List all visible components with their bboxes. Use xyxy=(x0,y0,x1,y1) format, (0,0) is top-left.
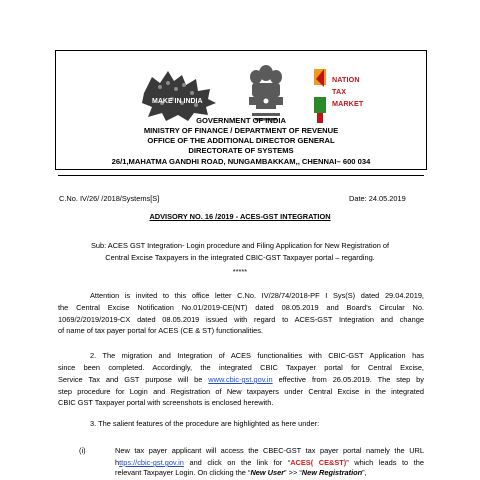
ntm-line-2: TAX xyxy=(332,87,347,96)
new-registration-label: New Registration xyxy=(301,468,363,477)
item-i-line-1: New tax payer applicant will access the CBEC-GST tax payer portal namely the URL xyxy=(115,446,424,455)
stars-separator: ***** xyxy=(232,267,248,276)
address-line: 26/1,MAHATMA GANDHI ROAD, NUNGAMBAKKAM,, CHENNAI– 600 034 xyxy=(111,157,371,166)
item-i-marker: (i) xyxy=(79,446,86,455)
heading-line-4: DIRECTORATE OF SYSTEMS xyxy=(188,146,294,155)
ntm-line-3: MARKET xyxy=(332,99,364,108)
subject-line-2: Central Excise Taxpayers in the integrated CBIC-GST Taxpayer portal – regarding. xyxy=(105,253,375,262)
cbic-gst-website-link[interactable]: www.cbic-gst.gov.in xyxy=(208,375,273,384)
item-i-line-3-text: relevant Taxpayer Login. On clicking the “ xyxy=(115,468,251,477)
para2-line-3 xyxy=(58,374,424,386)
para2-line-3-text: Service Tax and GST purpose will be xyxy=(58,375,209,384)
new-user-label: New User xyxy=(250,468,285,477)
subject-line-1: Sub: ACES GST Integration- Login procedure and Filing Application for New Registration of xyxy=(90,241,390,250)
para1-line-1: Attention is invited to this office letter C.No. IV/28/74/2018-PF I Sys(S) dated 29.04.2019, xyxy=(90,291,424,300)
reference-number: C.No. IV/26/ /2018/Systems[S] xyxy=(59,194,160,203)
cbic-gst-url-link[interactable]: ttps://cbic-gst.gov.in xyxy=(119,458,184,467)
item-i-line-2 xyxy=(115,457,424,469)
para2-line-2: since been completed. Accordingly, the integrated CBIC Taxpayer portal for Central Excise, xyxy=(58,363,424,372)
para2-line-5: CBIC GST Taxpayer portal with screenshots is enclosed herewith. xyxy=(58,398,274,407)
item-i-line-3 xyxy=(115,469,367,476)
para1-line-2: the Central Excise Notification No.01/2019-CE(NT) dated 08.05.2019 and Board's Circular No. xyxy=(58,303,424,312)
para2-line-4: step procedure for Login and Registration of New taxpayers under Central Excise in the integrated xyxy=(58,387,424,396)
aces-link-label: ACES( CE&ST) xyxy=(290,458,347,467)
para1-line-3: 1069/2/2019/2019-CX dated 08.05.2019 issued with regard to ACES-GST Integration and change xyxy=(58,315,424,324)
address-underline xyxy=(58,175,424,176)
make-in-india-text: MAKE IN INDIA xyxy=(152,98,203,105)
para1-line-4: of name of tax payer portal for ACES (CE & ST) functionalities. xyxy=(58,326,263,335)
letterhead-box xyxy=(55,50,427,170)
para3-intro: 3. The salient features of the procedure are highlighted as here under: xyxy=(90,419,320,428)
heading-line-1: GOVERNMENT OF INDIA xyxy=(196,116,286,125)
heading-line-2: MINISTRY OF FINANCE / DEPARTMENT OF REVENUE xyxy=(143,126,339,135)
ntm-line-1: NATION xyxy=(332,75,360,84)
para2-line-3-tail: effective from 26.05.2019. The step by xyxy=(272,375,424,384)
para2-line-1: 2. The migration and Integration of ACES functionalities with CBIC-GST Application has xyxy=(90,351,424,360)
item-i-line-2-tail: ” which leads to the xyxy=(346,458,424,467)
heading-line-3: OFFICE OF THE ADDITIONAL DIRECTOR GENERAL xyxy=(147,136,335,145)
advisory-title: ADVISORY NO. 16 /2019 - ACES-GST INTEGRATION xyxy=(149,212,331,221)
letter-date: Date: 24.05.2019 xyxy=(349,194,406,203)
item-i-line-2-h: h xyxy=(115,458,120,467)
item-i-line-3-mid: ” >> “ xyxy=(284,468,302,477)
item-i-line-2-mid: and click on the link for “ xyxy=(183,458,291,467)
item-i-line-3-tail: ”, xyxy=(362,468,367,477)
